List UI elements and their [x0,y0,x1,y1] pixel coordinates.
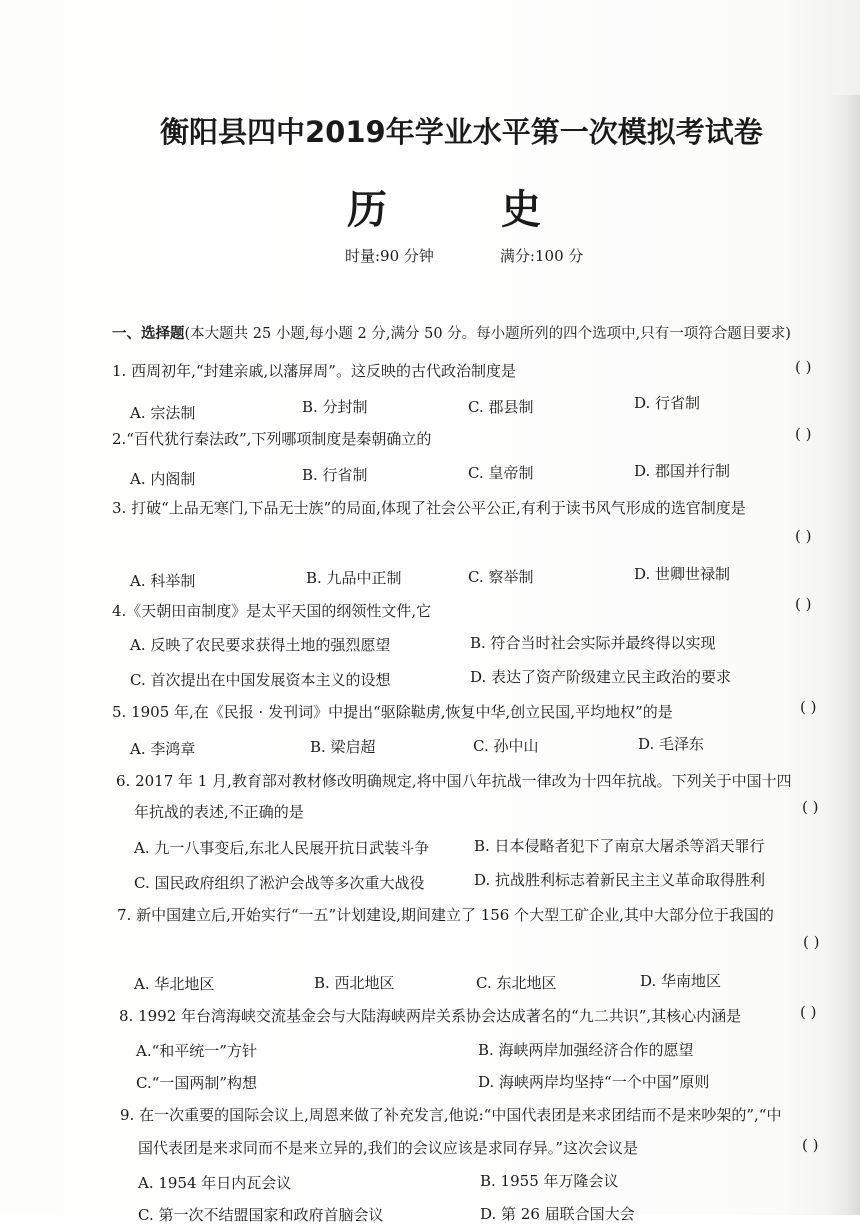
q9-option-c: C. 第一次不结盟国家和政府首脑会议 [138,1206,384,1224]
question-6-stem-line-2: 年抗战的表述,不正确的是 [134,803,304,821]
q5-option-c: C. 孙中山 [473,737,539,755]
question-8-stem: 8. 1992 年台湾海峡交流基金会与大陆海峡两岸关系协会达成著名的“九二共识”,其核心内涵是 [119,1007,742,1025]
q9-option-a: A. 1954 年日内瓦会议 [138,1174,292,1192]
q9-option-d: D. 第 26 届联合国大会 [480,1205,635,1223]
q4-option-a: A. 反映了农民要求获得土地的强烈愿望 [130,636,391,654]
q1-option-a: A. 宗法制 [130,404,196,422]
q6-option-a: A. 九一八事变后,东北人民展开抗日武装斗争 [134,839,430,857]
q6-option-b: B. 日本侵略者犯下了南京大屠杀等滔天罪行 [474,837,765,855]
answer-blank-7: ( ) [803,933,820,951]
q5-option-b: B. 梁启超 [310,738,376,756]
q2-option-a: A. 内阁制 [130,470,196,488]
answer-blank-4: ( ) [795,595,812,613]
subject-title: 历 史 [347,187,591,233]
answer-blank-1: ( ) [795,358,812,376]
question-5-stem: 5. 1905 年,在《民报 · 发刊词》中提出“驱除鞑虏,恢复中华,创立民国,平均地权”的是 [112,703,673,721]
q6-option-c: C. 国民政府组织了淞沪会战等多次重大战役 [134,874,425,892]
question-9-stem-line-2: 国代表团是来求同而不是来立异的,我们的会议应该是求同存异。”这次会议是 [138,1139,638,1157]
q8-option-d: D. 海峡两岸均坚持“一个中国”原则 [478,1073,710,1091]
q9-option-b: B. 1955 年万隆会议 [480,1172,619,1190]
q3-option-d: D. 世卿世禄制 [634,565,731,583]
q3-option-b: B. 九品中正制 [306,569,402,587]
q4-option-d: D. 表达了资产阶级建立民主政治的要求 [470,668,732,686]
q5-option-a: A. 李鸿章 [130,740,196,758]
answer-blank-3: ( ) [795,527,812,545]
answer-blank-5: ( ) [800,698,817,716]
exam-meta [345,245,583,266]
answer-blank-2: ( ) [795,425,812,443]
section-instructions: (本大题共 25 小题,每小题 2 分,满分 50 分。每小题所列的四个选项中,只有一项符合题目要求) [184,326,791,342]
q5-option-d: D. 毛泽东 [638,735,705,753]
question-9-stem-line-1: 9. 在一次重要的国际会议上,周恩来做了补充发言,他说:“中国代表团是来求团结而不是来吵架的”,“中 [120,1106,782,1124]
q3-option-a: A. 科举制 [130,572,196,590]
q8-option-c: C.“一国两制”构想 [136,1074,258,1092]
answer-blank-9: ( ) [802,1136,819,1154]
answer-blank-8: ( ) [800,1003,817,1021]
q2-option-b: B. 行省制 [302,466,368,484]
question-6-stem-line-1: 6. 2017 年 1 月,教育部对教材修改明确规定,将中国八年抗战一律改为十四年抗战。下列关于中国十四 [116,772,792,790]
q7-option-b: B. 西北地区 [314,974,395,992]
question-3-stem: 3. 打破“上品无寒门,下品无士族”的局面,体现了社会公平公正,有利于读书风气形成的选官制度是 [112,499,746,517]
question-1-stem: 1. 西周初年,“封建亲戚,以藩屏周”。这反映的古代政治制度是 [112,362,516,380]
q4-option-c: C. 首次提出在中国发展资本主义的设想 [130,671,391,689]
q6-option-d: D. 抗战胜利标志着新民主主义革命取得胜利 [474,871,766,889]
page-edge-shadow [826,95,860,1215]
exam-title: 衡阳县四中2019年学业水平第一次模拟考试卷 [160,115,763,149]
q2-option-d: D. 郡国并行制 [634,462,731,480]
q3-option-c: C. 察举制 [468,568,534,586]
q8-option-b: B. 海峡两岸加强经济合作的愿望 [478,1041,694,1059]
q4-option-b: B. 符合当时社会实际并最终得以实现 [470,634,716,652]
section-label: 一、选择题 [112,326,185,342]
question-7-stem: 7. 新中国建立后,开始实行“一五”计划建设,期间建立了 156 个大型工矿企业,其中大部分位于我国的 [117,906,774,924]
q8-option-a: A.“和平统一”方针 [136,1042,257,1060]
q1-option-b: B. 分封制 [302,398,368,416]
q7-option-a: A. 华北地区 [134,975,215,993]
answer-blank-6: ( ) [802,798,819,816]
q1-option-c: C. 郡县制 [468,398,534,416]
q2-option-c: C. 皇帝制 [468,464,534,482]
question-4-stem: 4.《天朝田亩制度》是太平天国的纲领性文件,它 [112,602,432,620]
time-limit: 时量:90 分钟 [345,247,434,265]
q7-option-c: C. 东北地区 [476,974,557,992]
question-2-stem: 2.“百代犹行秦法政”,下列哪项制度是秦朝确立的 [112,430,432,448]
section-heading [112,322,791,343]
full-score: 满分:100 分 [499,247,584,265]
q7-option-d: D. 华南地区 [640,972,722,990]
q1-option-d: D. 行省制 [634,394,701,412]
